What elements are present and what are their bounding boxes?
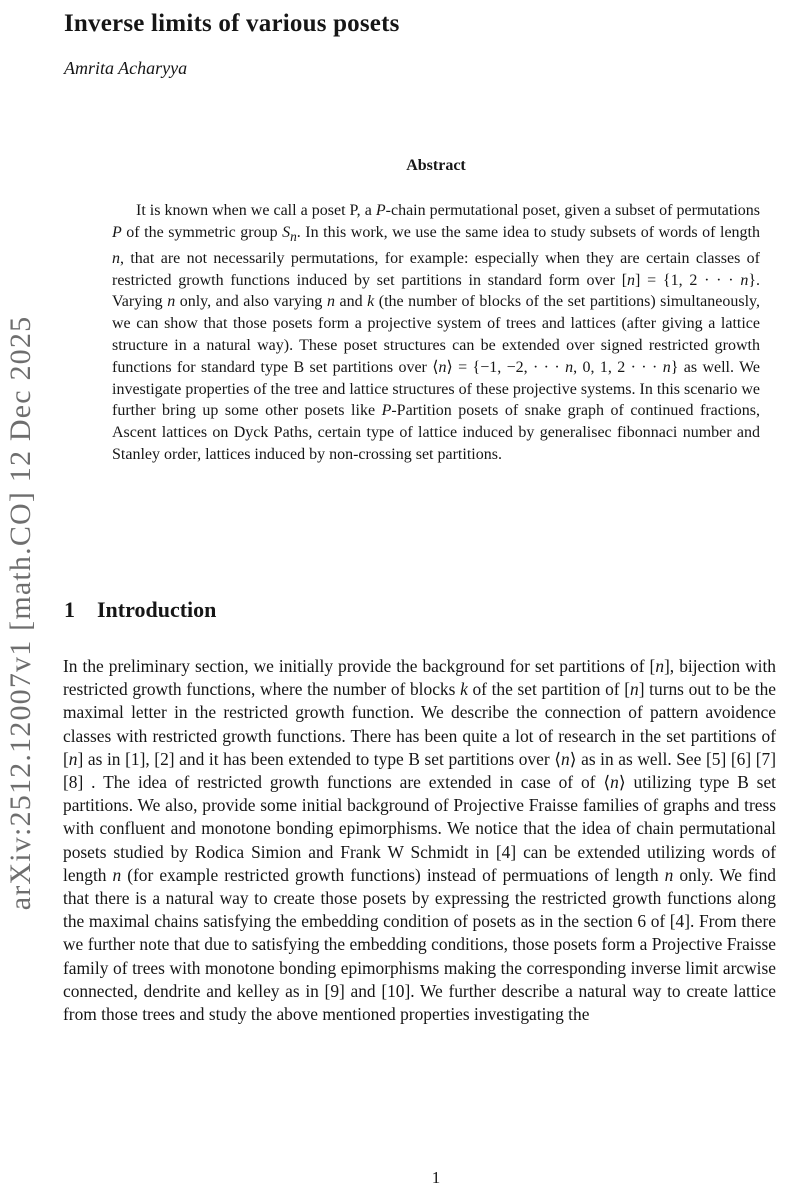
arxiv-watermark: arXiv:2512.12007v1 [math.CO] 12 Dec 2025 <box>4 315 37 911</box>
section-number: 1 <box>64 597 75 622</box>
section-title: Introduction <box>97 597 217 622</box>
intro-paragraph: In the preliminary section, we initially provide the background for set partitions of [n], bijection with restricted growth functions, where the number of blocks k of the set partition of [n] turns out to be the maximal letter in the restricted growth function. We describe the connection of pattern avoidence classes with restricted growth functions. There has been quite a lot of research in the set partitions of [n] as in [1], [2] and it has been extended to type B set partitions over ⟨n⟩ as in as well. See [5] [6] [7] [8] . The idea of restricted growth functions are extended in case of of ⟨n⟩ utilizing type B set partitions. We also, provide some initial background of Projective Fraisse families of graphs and tress with confluent and monotone bonding epimorphisms. We notice that the idea of chain permutational posets studied by Rodica Simion and Frank W Schmidt in [4] can be extended utilizing words of length n (for example restricted growth functions) instead of permuations of length n only. We find that there is a natural way to create those posets by expressing the restricted growth functions along the maximal chains satisfying the embedding condition of posets as in the section 6 of [4]. From there we further note that due to satisfying the embedding conditions, those posets form a Projective Fraisse family of trees with monotone bonding epimorphisms making the corresponding inverse limit arcwise connected, dendrite and kelley as in [9] and [10]. We further describe a natural way to create lattice from those trees and study the above mentioned properties investigating the <box>63 656 777 1025</box>
section-heading <box>64 597 216 623</box>
page-number: 1 <box>431 1168 441 1187</box>
paper-title: Inverse limits of various posets <box>64 9 400 37</box>
abstract-text: It is known when we call a poset P, a P-chain permutational poset, given a subset of permutations P of the symmetric group $S_n$. In this work, we use the same idea to study subsets of words of length n, that are not necessarily permutations, for example: especially when they are certain classes of restricted growth functions induced by set partitions in standard form over [n] = {1, 2 · · · n}. Varying n only, and also varying n and k (the number of blocks of the set partitions) simultaneously, we can show that those posets form a projective system of trees and lattices (after giving a lattice structure in a natural way). These poset structures can be extended over signed restricted growth functions for standard type B set partitions over ⟨n⟩ = {−1, −2, · · · n, 0, 1, 2 · · · n} as well. We investigate properties of the tree and lattice structures of these projective systems. In this scenario we further bring up some other posets like P-Partition posets of snake graph of continued fractions, Ascent lattices on Dyck Paths, certain type of lattice induced by generalisec fibonnaci number and Stanley order, lattices induced by non-crossing set partitions. <box>112 202 761 463</box>
abstract-heading: Abstract <box>406 157 466 174</box>
paper-author: Amrita Acharyya <box>64 58 188 78</box>
